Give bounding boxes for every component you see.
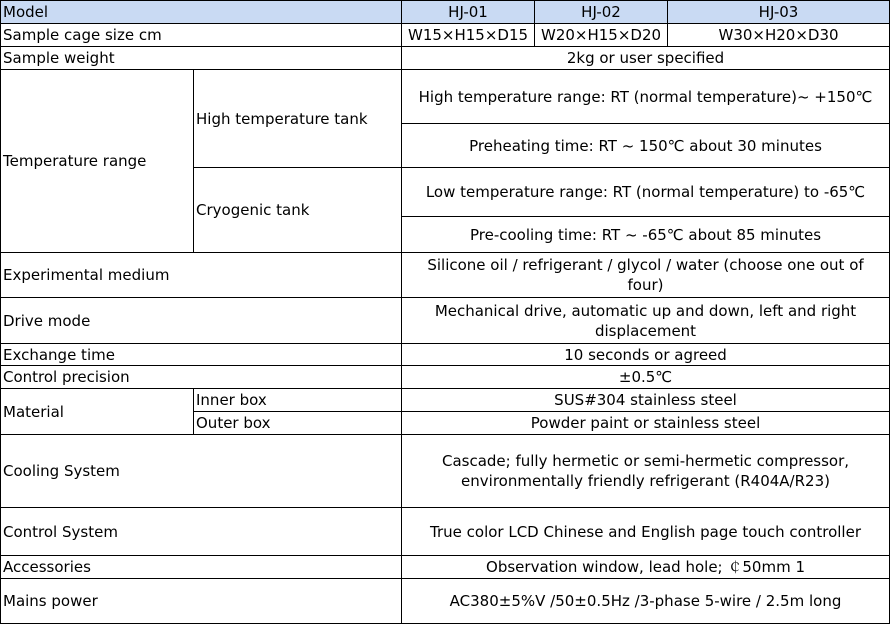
cage-size-label: Sample cage size cm bbox=[1, 24, 402, 47]
low-temp-range-value: Low temperature range: RT (normal temperature) to -65℃ bbox=[402, 168, 890, 217]
table-row bbox=[1, 366, 890, 389]
model-hj-02: HJ-02 bbox=[535, 1, 668, 24]
model-label: Model bbox=[1, 1, 402, 24]
table-row bbox=[1, 47, 890, 70]
header-row bbox=[1, 1, 890, 24]
control-precision-label: Control precision bbox=[1, 366, 402, 389]
accessories-label: Accessories bbox=[1, 556, 402, 579]
sample-weight-value: 2kg or user specified bbox=[402, 47, 890, 70]
cage-size-hj-02: W20×H15×D20 bbox=[535, 24, 668, 47]
inner-box-value: SUS#304 stainless steel bbox=[402, 389, 890, 412]
drive-mode-value-line: displacement bbox=[594, 321, 697, 340]
cage-size-hj-03: W30×H20×D30 bbox=[668, 24, 890, 47]
cryogenic-tank-label: Cryogenic tank bbox=[194, 168, 402, 253]
table-row bbox=[1, 435, 890, 508]
cooling-system-value bbox=[402, 435, 890, 508]
table-row bbox=[1, 344, 890, 366]
outer-box-value: Powder paint or stainless steel bbox=[402, 412, 890, 435]
exchange-time-value: 10 seconds or agreed bbox=[402, 344, 890, 366]
control-system-label: Control System bbox=[1, 508, 402, 556]
table-row bbox=[1, 70, 890, 124]
control-system-value: True color LCD Chinese and English page touch controller bbox=[402, 508, 890, 556]
high-temp-tank-label: High temperature tank bbox=[194, 70, 402, 168]
sample-weight-label: Sample weight bbox=[1, 47, 402, 70]
mains-power-value: AC380±5%V /50±0.5Hz /3-phase 5-wire / 2.5m long bbox=[402, 579, 890, 624]
table-row bbox=[1, 389, 890, 412]
table-row bbox=[1, 253, 890, 298]
table-row bbox=[1, 556, 890, 579]
exchange-time-label: Exchange time bbox=[1, 344, 402, 366]
mains-power-label: Mains power bbox=[1, 579, 402, 624]
drive-mode-label: Drive mode bbox=[1, 298, 402, 344]
model-hj-01: HJ-01 bbox=[402, 1, 535, 24]
model-hj-03: HJ-03 bbox=[668, 1, 890, 24]
medium-label: Experimental medium bbox=[1, 253, 402, 298]
material-label: Material bbox=[1, 389, 194, 435]
drive-mode-value-line: Mechanical drive, automatic up and down, left and right bbox=[434, 301, 857, 320]
precooling-time-value: Pre-cooling time: RT ~ -65℃ about 85 minutes bbox=[402, 217, 890, 253]
cooling-system-value-line: Cascade; fully hermetic or semi-hermetic compressor, bbox=[441, 452, 850, 470]
table-row bbox=[1, 24, 890, 47]
cooling-system-label: Cooling System bbox=[1, 435, 402, 508]
table-row bbox=[1, 508, 890, 556]
cooling-system-value-line: environmentally friendly refrigerant (R404A/R23) bbox=[461, 472, 830, 490]
table-row bbox=[1, 298, 890, 344]
accessories-value: Observation window, lead hole; ￠50mm 1 bbox=[402, 556, 890, 579]
cage-size-hj-01: W15×H15×D15 bbox=[402, 24, 535, 47]
table-row bbox=[1, 579, 890, 624]
medium-value-line: Silicone oil / refrigerant / glycol / water (choose one out of bbox=[427, 256, 864, 274]
medium-value-line: four) bbox=[627, 276, 664, 294]
control-precision-value: ±0.5℃ bbox=[402, 366, 890, 389]
drive-mode-value bbox=[402, 298, 890, 344]
high-temp-range-value: High temperature range: RT (normal temperature)~ +150℃ bbox=[402, 70, 890, 124]
inner-box-label: Inner box bbox=[194, 389, 402, 412]
outer-box-label: Outer box bbox=[194, 412, 402, 435]
temperature-range-label: Temperature range bbox=[1, 70, 194, 253]
medium-value bbox=[402, 253, 890, 298]
preheating-time-value: Preheating time: RT ~ 150℃ about 30 minutes bbox=[402, 124, 890, 168]
